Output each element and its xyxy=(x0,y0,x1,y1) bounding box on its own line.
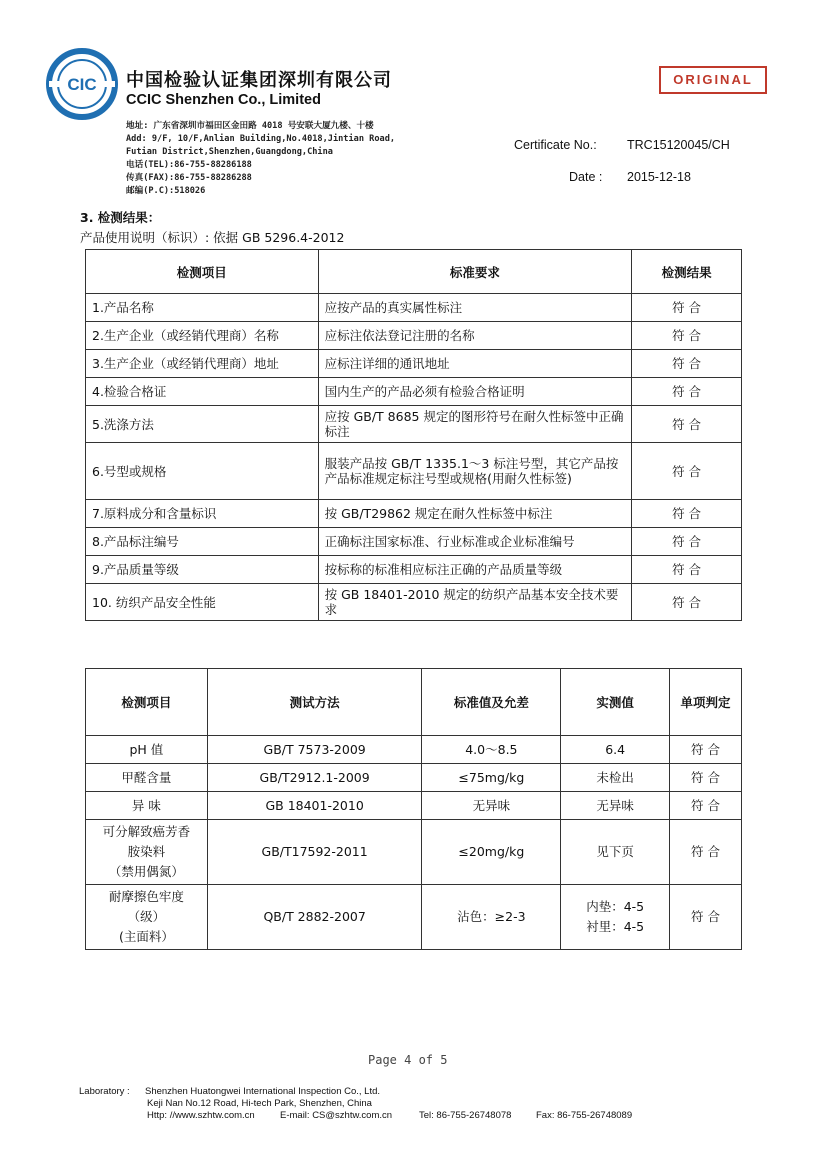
requirement-cell: 应标注依法登记注册的名称 xyxy=(318,322,632,350)
requirement-cell: 国内生产的产品必须有检验合格证明 xyxy=(318,378,632,406)
table-row xyxy=(86,885,742,950)
footer-lab-address: Keji Nan No.12 Road, Hi-tech Park, Shenzhen, China xyxy=(147,1098,372,1109)
address-line: Add: 9/F, 10/F,Anlian Building,No.4018,Jintian Road, xyxy=(126,134,396,144)
col-header-item: 检测项目 xyxy=(86,669,208,736)
item-line: pH 值 xyxy=(129,741,164,757)
requirement-cell: 应按产品的真实属性标注 xyxy=(318,294,632,322)
footer-http: Http: //www.szhtw.com.cn xyxy=(147,1110,255,1121)
address-line: 邮编(P.C):518026 xyxy=(126,186,206,196)
item-cell xyxy=(86,820,208,885)
item-line: 耐摩擦色牢度 xyxy=(108,889,184,904)
verdict-cell: 符 合 xyxy=(670,736,742,764)
item-cell: 5.洗涤方法 xyxy=(86,406,319,443)
result-cell: 符 合 xyxy=(632,556,742,584)
result-cell: 符 合 xyxy=(632,378,742,406)
date-value: 2015-12-18 xyxy=(627,170,691,184)
table-row xyxy=(86,378,742,406)
item-cell xyxy=(86,764,208,792)
test-results-table xyxy=(85,668,742,950)
standard-cell: 无异味 xyxy=(422,792,561,820)
requirement-cell: 应标注详细的通讯地址 xyxy=(318,350,632,378)
table-row xyxy=(86,294,742,322)
measured-cell xyxy=(561,820,670,885)
item-line: 异 味 xyxy=(131,797,161,813)
table-row xyxy=(86,322,742,350)
table-row xyxy=(86,556,742,584)
footer-fax: Fax: 86-755-26748089 xyxy=(536,1110,633,1121)
col-header-item: 检测项目 xyxy=(86,250,319,294)
standard-cell: ≤20mg/kg xyxy=(422,820,561,885)
table-row xyxy=(86,443,742,500)
verdict-cell: 符 合 xyxy=(670,764,742,792)
measured-cell xyxy=(561,764,670,792)
measured-cell xyxy=(561,885,670,950)
result-cell: 符 合 xyxy=(632,584,742,621)
item-cell xyxy=(86,885,208,950)
item-cell: 1.产品名称 xyxy=(86,294,319,322)
item-line: （禁用偶氮） xyxy=(108,864,184,879)
result-cell: 符 合 xyxy=(632,528,742,556)
standard-cell: 4.0～8.5 xyxy=(422,736,561,764)
item-line: 胺染料 xyxy=(127,844,166,859)
measured-line: 6.4 xyxy=(605,741,626,757)
item-cell: 9.产品质量等级 xyxy=(86,556,319,584)
certificate-label: Certificate No.: xyxy=(514,138,597,152)
section-title: 3. 检测结果： xyxy=(80,210,161,225)
result-cell: 符 合 xyxy=(632,500,742,528)
item-cell xyxy=(86,792,208,820)
method-cell: GB/T 7573-2009 xyxy=(207,736,422,764)
requirement-cell: 正确标注国家标准、行业标准或企业标准编号 xyxy=(318,528,632,556)
requirement-cell: 应按 GB/T 8685 规定的图形符号在耐久性标签中正确标注 xyxy=(318,406,632,443)
table-header-row xyxy=(86,669,742,736)
table-row xyxy=(86,528,742,556)
method-cell: GB/T2912.1-2009 xyxy=(207,764,422,792)
method-cell: GB 18401-2010 xyxy=(207,792,422,820)
item-cell: 6.号型或规格 xyxy=(86,443,319,500)
labeling-results-table xyxy=(85,249,742,621)
original-stamp: ORIGINAL xyxy=(659,66,767,94)
address-line: 地址: 广东省深圳市福田区金田路 4018 号安联大厦九楼、十楼 xyxy=(126,121,374,131)
col-header-method: 测试方法 xyxy=(207,669,422,736)
table-row xyxy=(86,350,742,378)
method-cell: GB/T17592-2011 xyxy=(207,820,422,885)
item-cell: 8.产品标注编号 xyxy=(86,528,319,556)
footer-tel: Tel: 86-755-26748078 xyxy=(419,1110,512,1121)
col-header-standard: 标准值及允差 xyxy=(422,669,561,736)
footer-lab-name: Shenzhen Huatongwei International Inspection Co., Ltd. xyxy=(145,1086,381,1097)
verdict-cell: 符 合 xyxy=(670,885,742,950)
result-cell: 符 合 xyxy=(632,294,742,322)
certificate-number: TRC15120045/CH xyxy=(627,138,730,152)
table-row xyxy=(86,764,742,792)
item-cell: 2.生产企业（或经销代理商）名称 xyxy=(86,322,319,350)
col-header-requirement: 标准要求 xyxy=(318,250,632,294)
item-cell: 4.检验合格证 xyxy=(86,378,319,406)
table-header-row xyxy=(86,250,742,294)
item-line: 甲醛含量 xyxy=(121,769,172,785)
col-header-measured: 实测值 xyxy=(561,669,670,736)
measured-cell xyxy=(561,792,670,820)
col-header-verdict: 单项判定 xyxy=(670,669,742,736)
item-line: (主面料） xyxy=(118,929,174,944)
table-row xyxy=(86,584,742,621)
address-line: Futian District,Shenzhen,Guangdong,China xyxy=(126,147,333,157)
footer-email: E-mail: CS@szhtw.com.cn xyxy=(280,1110,393,1121)
section-subtitle: 产品使用说明（标识）: 依据 GB 5296.4-2012 xyxy=(80,230,345,245)
ccic-logo xyxy=(46,48,118,120)
requirement-cell: 按 GB/T29862 规定在耐久性标签中标注 xyxy=(318,500,632,528)
table-row xyxy=(86,406,742,443)
address-line: 电话(TEL):86-755-88286188 xyxy=(126,160,252,170)
measured-cell xyxy=(561,736,670,764)
result-cell: 符 合 xyxy=(632,443,742,500)
item-cell: 10. 纺织产品安全性能 xyxy=(86,584,319,621)
measured-line: 未检出 xyxy=(596,769,634,785)
company-name-cn: 中国检验认证集团深圳有限公司 xyxy=(126,70,392,91)
measured-line: 衬里：4-5 xyxy=(586,919,645,934)
requirement-cell: 按 GB 18401-2010 规定的纺织产品基本安全技术要求 xyxy=(318,584,632,621)
item-line: （级） xyxy=(127,909,166,924)
footer-lab-label: Laboratory : xyxy=(79,1086,130,1097)
standard-cell: ≤75mg/kg xyxy=(422,764,561,792)
measured-line: 无异味 xyxy=(596,797,634,813)
measured-line: 内垫：4-5 xyxy=(586,899,645,914)
result-cell: 符 合 xyxy=(632,406,742,443)
date-label: Date : xyxy=(569,170,603,184)
item-cell: 3.生产企业（或经销代理商）地址 xyxy=(86,350,319,378)
address-line: 传真(FAX):86-755-88286288 xyxy=(126,173,252,183)
company-name-en: CCIC Shenzhen Co., Limited xyxy=(126,92,321,108)
result-cell: 符 合 xyxy=(632,322,742,350)
table-row xyxy=(86,500,742,528)
table-row xyxy=(86,792,742,820)
table-row xyxy=(86,820,742,885)
requirement-cell: 服装产品按 GB/T 1335.1～3 标注号型，其它产品按产品标准规定标注号型或规格(用耐久性标签) xyxy=(318,443,632,500)
verdict-cell: 符 合 xyxy=(670,820,742,885)
method-cell: QB/T 2882-2007 xyxy=(207,885,422,950)
logo-text: CIC xyxy=(67,75,97,94)
result-cell: 符 合 xyxy=(632,350,742,378)
verdict-cell: 符 合 xyxy=(670,792,742,820)
table-row xyxy=(86,736,742,764)
col-header-result: 检测结果 xyxy=(632,250,742,294)
requirement-cell: 按标称的标准相应标注正确的产品质量等级 xyxy=(318,556,632,584)
item-line: 可分解致癌芳香 xyxy=(102,824,191,839)
measured-line: 见下页 xyxy=(596,844,634,859)
page-number: Page 4 of 5 xyxy=(368,1053,448,1067)
item-cell xyxy=(86,736,208,764)
item-cell: 7.原料成分和含量标识 xyxy=(86,500,319,528)
standard-cell: 沾色：≥2-3 xyxy=(422,885,561,950)
